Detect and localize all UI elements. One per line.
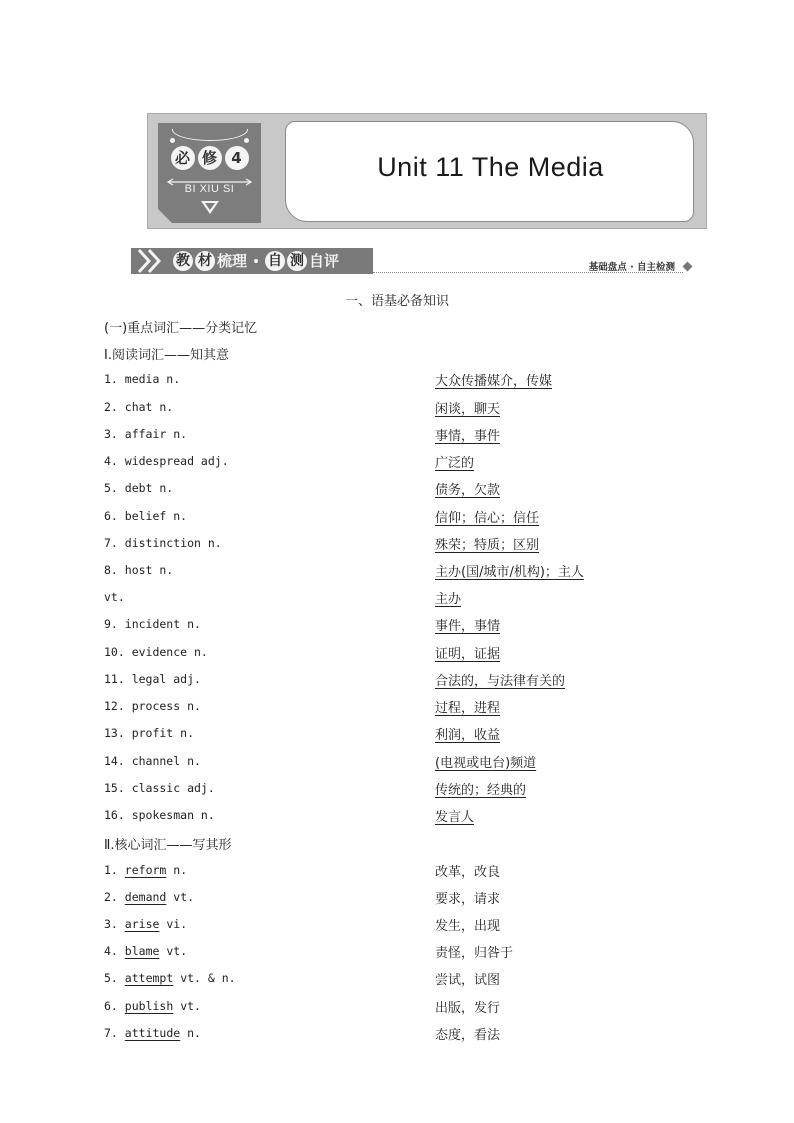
vocab-answer: 主办(国/城市/机构)；主人: [435, 565, 584, 580]
item-word: attempt: [124, 971, 174, 985]
section-title: [173, 250, 339, 271]
chevron-right-icon: [135, 248, 169, 274]
circled-char: 教: [173, 251, 193, 271]
item-word: arise: [124, 917, 160, 931]
section-title-text: 自评: [309, 252, 340, 270]
badge-subtitle: BI XIU SI: [184, 183, 235, 195]
item-word: attitude: [124, 1026, 181, 1040]
core-vocab-item: [104, 971, 236, 985]
vocab-term: 1. media n.: [104, 372, 181, 386]
item-number: 4.: [104, 944, 118, 958]
item-pos: vt.: [180, 999, 201, 1013]
core-vocab-meaning: 态度，看法: [435, 1028, 501, 1043]
core-vocab-item: [104, 944, 187, 958]
page-fold-decoration: [158, 209, 172, 223]
module-badge: [158, 123, 261, 223]
vocab-answer: 广泛的: [435, 456, 475, 471]
title-card: [285, 121, 694, 222]
badge-char: 修: [198, 146, 222, 170]
vocab-term: 5. debt n.: [104, 481, 174, 495]
vocab-answer: 殊荣；特质；区别: [435, 538, 540, 553]
vocab-answer: 传统的；经典的: [435, 783, 527, 798]
core-vocab-meaning: 出版，发行: [435, 1001, 501, 1016]
badge-dot-icon: [244, 138, 249, 143]
vocab-term: 2. chat n.: [104, 400, 174, 414]
vocab-term: 9. incident n.: [104, 617, 201, 631]
vocab-answer: 事件，事情: [435, 619, 501, 634]
vocab-term: 14. channel n.: [104, 754, 201, 768]
vocab-term: 15. classic adj.: [104, 781, 215, 795]
core-vocab-item: [104, 999, 201, 1013]
item-number: 6.: [104, 999, 118, 1013]
part1-title: Ⅰ.阅读词汇——知其意: [104, 348, 229, 363]
triangle-inner-decoration: [205, 203, 215, 210]
item-word: publish: [124, 999, 174, 1013]
vocab-answer: (电视或电台)频道: [435, 756, 537, 771]
item-pos: vt.: [173, 890, 195, 904]
vocab-term: 11. legal adj.: [104, 672, 201, 686]
vocab-answer: 主办: [435, 592, 462, 607]
part2-title: Ⅱ.核心词汇——写其形: [104, 838, 232, 853]
core-vocab-meaning: 尝试，试图: [435, 973, 501, 988]
circled-char: 测: [287, 251, 307, 271]
item-pos: vt.: [166, 944, 188, 958]
item-pos: vt. & n.: [180, 971, 236, 985]
vocab-answer: 过程，进程: [435, 701, 501, 716]
vocab-term: 10. evidence n.: [104, 645, 208, 659]
section-right-label: 基础盘点 · 自主检测: [588, 262, 675, 273]
badge-char: 4: [225, 146, 249, 170]
vocab-answer: 发言人: [435, 810, 475, 825]
vocab-answer: 闲谈，聊天: [435, 402, 501, 417]
item-word: blame: [124, 944, 160, 958]
badge-char: 必: [171, 146, 195, 170]
vocab-term: vt.: [104, 590, 125, 604]
vocab-answer: 信仰；信心；信任: [435, 511, 540, 526]
vocab-term: 16. spokesman n.: [104, 808, 215, 822]
item-number: 1.: [104, 863, 118, 877]
vocab-term: 8. host n.: [104, 563, 174, 577]
vocab-term: 12. process n.: [104, 699, 201, 713]
vocab-answer: 债务，欠款: [435, 483, 501, 498]
vocab-answer: 大众传播媒介，传媒: [435, 374, 553, 389]
diamond-icon: [683, 262, 693, 272]
section-header-bar: [131, 248, 691, 276]
vocab-term: 7. distinction n.: [104, 536, 222, 550]
core-vocab-meaning: 要求，请求: [435, 892, 501, 907]
unit-banner: [147, 113, 707, 229]
item-number: 7.: [104, 1026, 118, 1040]
separator-dot-icon: [254, 259, 258, 263]
item-number: 2.: [104, 890, 118, 904]
badge-arc-decoration: [172, 129, 248, 141]
vocab-term: 6. belief n.: [104, 509, 188, 523]
core-vocab-meaning: 发生，出现: [435, 919, 501, 934]
item-number: 5.: [104, 971, 118, 985]
badge-dot-icon: [170, 138, 175, 143]
vocab-term: 3. affair n.: [104, 427, 188, 441]
core-vocab-item: [104, 917, 187, 931]
section-heading: 一、语基必备知识: [344, 294, 449, 309]
item-pos: n.: [187, 1026, 201, 1040]
vocab-answer: 合法的，与法律有关的: [435, 674, 566, 689]
core-vocab-meaning: 责怪，归咎于: [435, 946, 514, 961]
badge-title: [158, 146, 261, 170]
vocab-term: 4. widespread adj.: [104, 454, 229, 468]
unit-title: Unit 11 The Media: [377, 152, 604, 182]
item-number: 3.: [104, 917, 118, 931]
vocab-answer: 证明，证据: [435, 647, 501, 662]
core-vocab-meaning: 改革，改良: [435, 865, 501, 880]
vocab-answer: 事情，事件: [435, 429, 501, 444]
vocab-term: 13. profit n.: [104, 726, 195, 740]
item-word: reform: [124, 863, 167, 877]
core-vocab-item: [104, 863, 187, 877]
section-title-text: 梳理: [217, 252, 248, 270]
circled-char: 自: [265, 251, 285, 271]
core-vocab-item: [104, 890, 194, 904]
item-pos: n.: [173, 863, 188, 877]
vocab-answer: 利润，收益: [435, 728, 501, 743]
subheading: (一)重点词汇——分类记忆: [104, 321, 258, 336]
circled-char: 材: [195, 251, 215, 271]
core-vocab-item: [104, 1026, 201, 1040]
item-word: demand: [124, 890, 167, 904]
item-pos: vi.: [166, 917, 188, 931]
